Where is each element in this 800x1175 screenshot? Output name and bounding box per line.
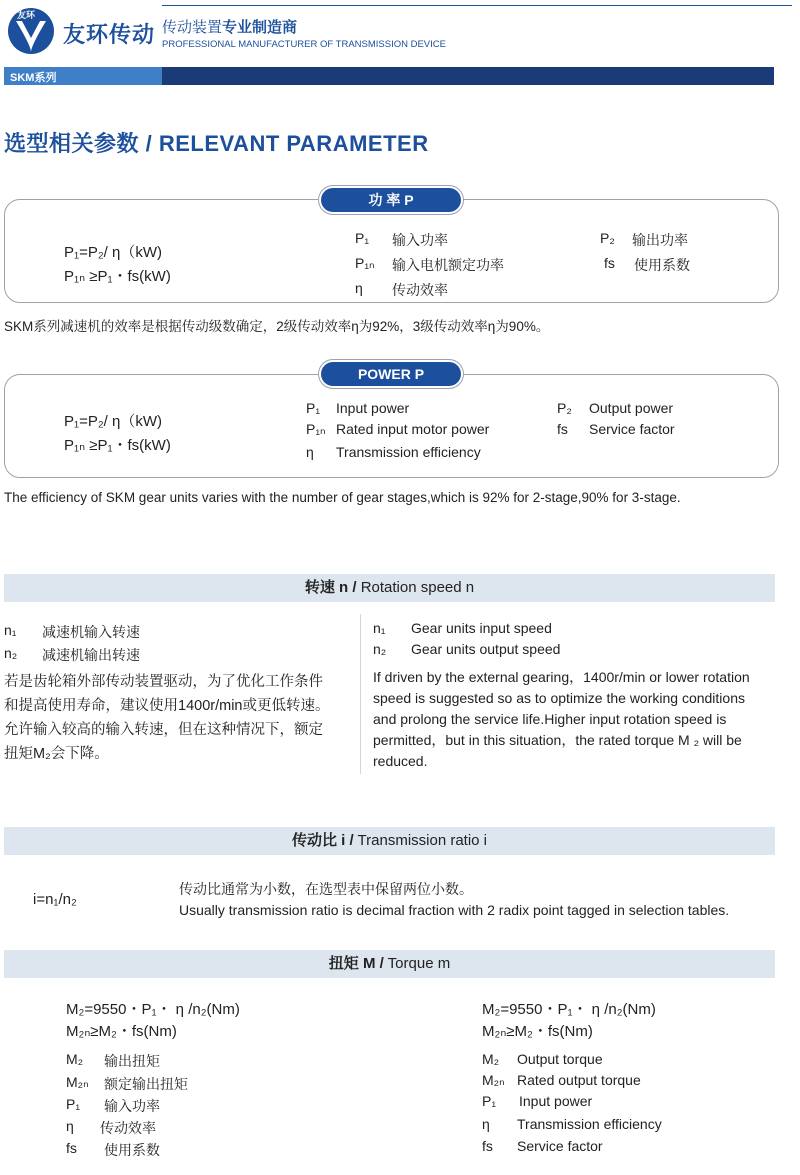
- rotation-divider: [360, 614, 361, 774]
- rotation-cn-sym-n1: n₁: [4, 622, 17, 638]
- torque-en-formula-2: M₂ₙ≥M₂・fs(Nm): [482, 1023, 593, 1040]
- power-cn-desc-p1n: 输入电机额定功率: [392, 257, 504, 273]
- tagline-cn: 传动装置专业制造商: [162, 19, 298, 36]
- power-cn-sym-p1: P₁: [355, 230, 370, 246]
- power-en-sym-fs: fs: [557, 421, 568, 437]
- torque-cn-formula-1: M₂=9550・P₁・ η /n₂(Nm): [66, 1001, 240, 1018]
- power-en-desc-p1n: Rated input motor power: [336, 421, 490, 437]
- torque-cn-sym-m2n: M₂ₙ: [66, 1074, 89, 1090]
- power-cn-desc-p2: 输出功率: [632, 232, 688, 248]
- ratio-cn: 传动比通常为小数，在选型表中保留两位小数。: [179, 881, 473, 897]
- power-cn-desc-eta: 传动效率: [392, 282, 448, 298]
- torque-cn-desc-m2: 输出扭矩: [104, 1053, 160, 1069]
- header-rule: [162, 5, 792, 6]
- torque-en-sym-eta: η: [482, 1116, 490, 1132]
- power-cn-sym-p1n: P₁ₙ: [355, 255, 375, 271]
- rotation-band: 转速 n / Rotation speed n: [4, 574, 775, 602]
- torque-cn-desc-eta: 传动效率: [100, 1120, 156, 1136]
- rotation-en-para: If driven by the external gearing，1400r/min or lower rotation speed is suggested so as to optimize the working conditions and prolong the service life.Higher input rotation speed is permitted，but in this situation，the rated torque M ₂ will be reduced.: [373, 669, 750, 769]
- brand-name: 友环传动: [63, 22, 156, 47]
- power-en-desc-fs: Service factor: [589, 421, 675, 437]
- rotation-en-sym-n2: n₂: [373, 641, 387, 657]
- power-en-sym-p2: P₂: [557, 400, 572, 416]
- ratio-formula: i=n₁/n₂: [33, 891, 77, 908]
- power-cn-formula-2: P₁ₙ ≥P₁・fs(kW): [64, 268, 171, 285]
- logo-text: 友环: [17, 10, 36, 20]
- torque-en-formula-1: M₂=9550・P₁・ η /n₂(Nm): [482, 1001, 656, 1018]
- torque-band: 扭矩 M / Torque m: [4, 950, 775, 978]
- power-en-formula-1: P₁=P₂/ η（kW): [64, 413, 162, 430]
- torque-cn-formula-2: M₂ₙ≥M₂・fs(Nm): [66, 1023, 177, 1040]
- torque-cn-sym-p1: P₁: [66, 1096, 81, 1112]
- power-en-desc-p2: Output power: [589, 400, 674, 416]
- torque-en-sym-p1: P₁: [482, 1093, 497, 1109]
- page-title: 选型相关参数 / RELEVANT PARAMETER: [4, 131, 429, 156]
- power-en-formula-2: P₁ₙ ≥P₁・fs(kW): [64, 437, 171, 454]
- torque-en-sym-m2: M₂: [482, 1051, 500, 1067]
- power-en-desc-p1: Input power: [336, 400, 410, 416]
- power-en-pill: POWER P: [321, 362, 461, 386]
- power-cn-formula-1: P₁=P₂/ η（kW): [64, 244, 162, 261]
- rotation-cn-desc-n2: 减速机输出转速: [42, 647, 140, 663]
- series-bar: [4, 67, 774, 85]
- torque-cn-sym-eta: η: [66, 1118, 74, 1134]
- power-cn-note: SKM系列减速机的效率是根据传动级数确定，2级传动效率η为92%，3级传动效率η为90%。: [4, 319, 550, 334]
- power-cn-sym-eta: η: [355, 280, 363, 296]
- power-en-sym-p1n: P₁ₙ: [306, 421, 326, 437]
- power-cn-sym-p2: P₂: [600, 230, 615, 246]
- torque-en-desc-p1: Input power: [519, 1093, 593, 1109]
- tagline-en: PROFESSIONAL MANUFACTURER OF TRANSMISSION DEVICE: [162, 39, 446, 50]
- torque-en-sym-fs: fs: [482, 1138, 493, 1154]
- rotation-en-sym-n1: n₁: [373, 620, 386, 636]
- ratio-band: 传动比 i / Transmission ratio i: [4, 827, 775, 855]
- torque-en-desc-m2: Output torque: [517, 1051, 603, 1067]
- power-en-sym-eta: η: [306, 444, 314, 460]
- power-en-note: The efficiency of SKM gear units varies with the number of gear stages,which is 92% for 2-stage,90% for 3-stage.: [4, 490, 681, 505]
- series-label: SKM系列: [10, 72, 57, 84]
- power-cn-desc-p1: 输入功率: [392, 232, 448, 248]
- power-en-sym-p1: P₁: [306, 400, 321, 416]
- rotation-cn-sym-n2: n₂: [4, 645, 18, 661]
- ratio-en: Usually transmission ratio is decimal fraction with 2 radix point tagged in selection tables.: [179, 902, 730, 918]
- rotation-en-desc-n2: Gear units output speed: [411, 641, 561, 657]
- rotation-cn-desc-n1: 减速机输入转速: [42, 624, 140, 640]
- power-cn-sym-fs: fs: [604, 255, 615, 271]
- torque-en-desc-m2n: Rated output torque: [517, 1072, 641, 1088]
- rotation-en-desc-n1: Gear units input speed: [411, 620, 552, 636]
- power-cn-pill: 功 率 P: [321, 188, 461, 212]
- power-en-desc-eta: Transmission efficiency: [336, 444, 481, 460]
- torque-cn-sym-m2: M₂: [66, 1051, 84, 1067]
- torque-cn-sym-fs: fs: [66, 1140, 77, 1156]
- torque-en-desc-fs: Service factor: [517, 1138, 603, 1154]
- power-cn-desc-fs: 使用系数: [634, 257, 690, 273]
- torque-cn-desc-p1: 输入功率: [104, 1098, 160, 1114]
- torque-cn-desc-m2n: 额定输出扭矩: [104, 1076, 188, 1092]
- torque-en-sym-m2n: M₂ₙ: [482, 1072, 505, 1088]
- torque-en-desc-eta: Transmission efficiency: [517, 1116, 662, 1132]
- rotation-cn-para: 若是齿轮箱外部传动装置驱动，为了优化工作条件 和提高使用寿命，建议使用1400r/min或更低转速。 允许输入较高的输入转速，但在这种情况下，额定 扭矩M₂会下降。: [4, 674, 330, 762]
- torque-cn-desc-fs: 使用系数: [104, 1142, 160, 1158]
